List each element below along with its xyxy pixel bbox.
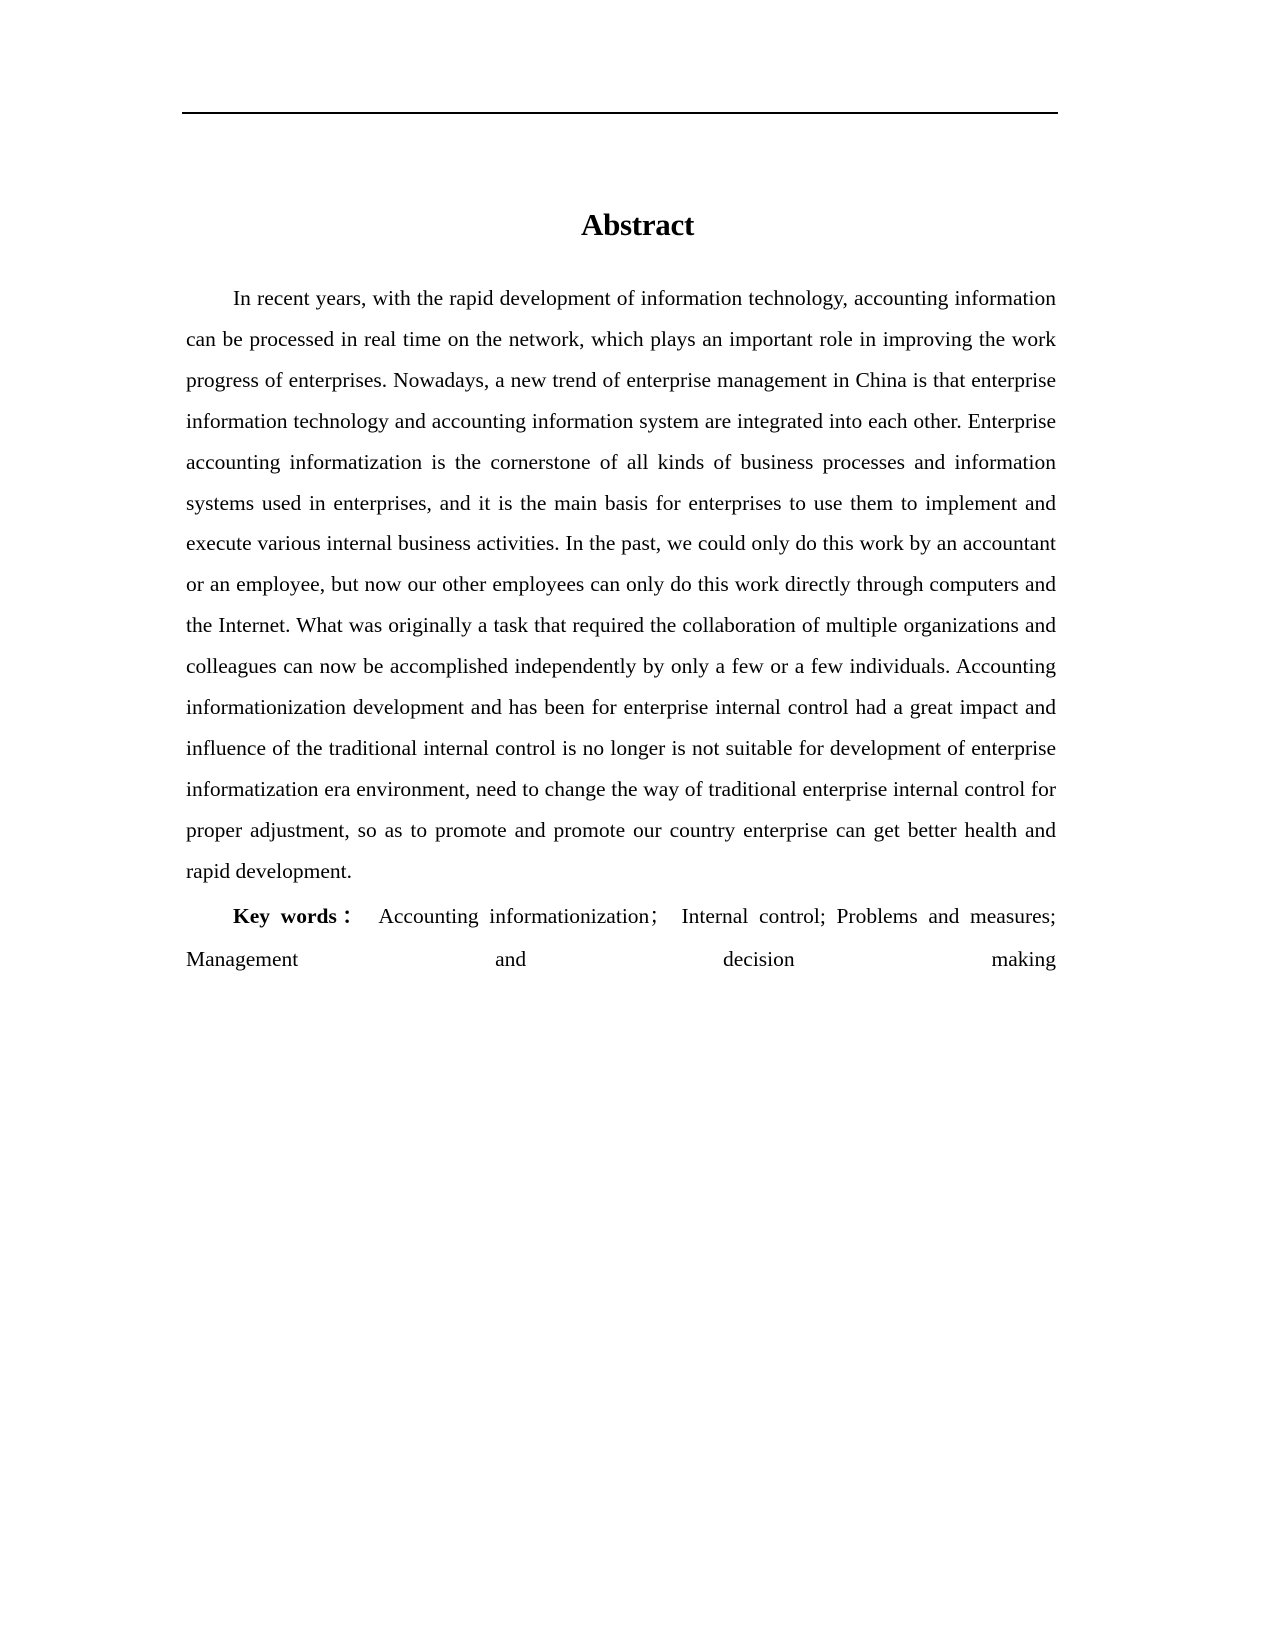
keywords-text: Accounting informationization； Internal control; Problems and measures; Management and decision making [186,903,1056,971]
abstract-paragraph: In recent years, with the rapid development of information technology, accounting information can be processed in real time on the network, which plays an important role in improving the work progress of enterprises. Nowadays, a new trend of enterprise management in China is that enterprise information technology and accounting information system are integrated into each other. Enterprise accounting informatization is the cornerstone of all kinds of business processes and information systems used in enterprises, and it is the main basis for enterprises to use them to implement and execute various internal business activities. In the past, we could only do this work by an accountant or an employee, but now our other employees can only do this work directly through computers and the Internet. What was originally a task that required the collaboration of multiple organizations and colleagues can now be accomplished independently by only a few or a few individuals. Accounting informationization development and has been for enterprise internal control had a great impact and influence of the traditional internal control is no longer is not suitable for development of enterprise informatization era environment, need to change the way of traditional enterprise internal control for proper adjustment, so as to promote and promote our country enterprise can get better health and rapid development. [186,286,1056,883]
abstract-body [186,278,1056,981]
header-rule [182,112,1058,114]
keywords-line [186,895,1056,981]
keywords-label: Key words： [233,903,369,928]
abstract-title: Abstract [581,207,694,242]
